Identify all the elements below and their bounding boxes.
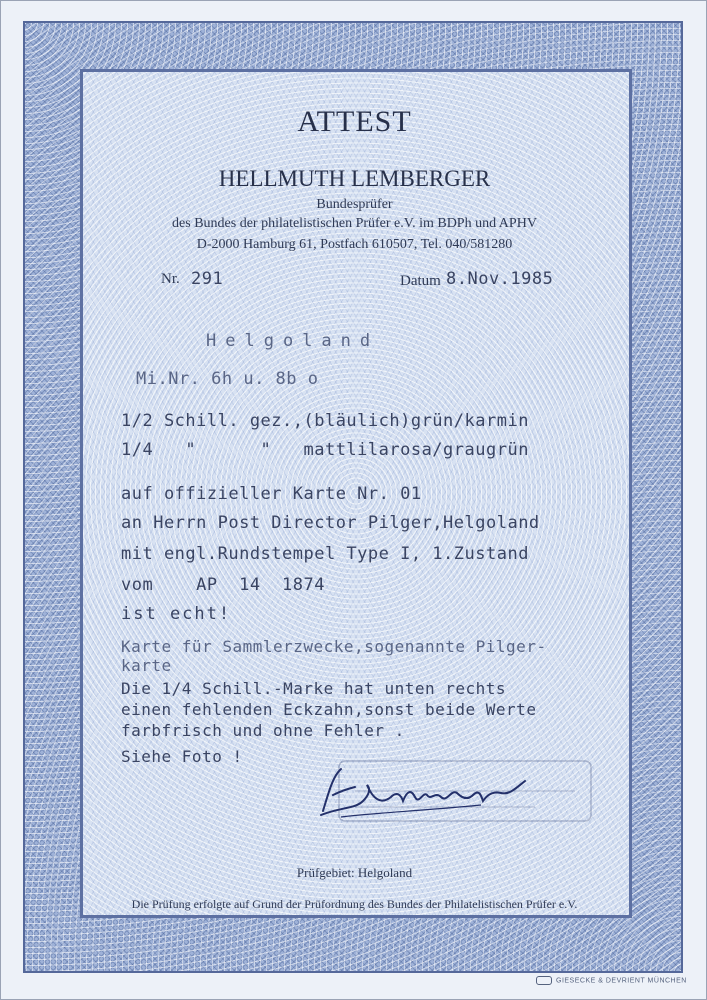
body-line-11: einen fehlenden Eckzahn,sonst beide Werte <box>121 700 537 719</box>
examiner-address: D-2000 Hamburg 61, Postfach 610507, Tel. 040/581280 <box>196 237 513 252</box>
nr-value: 291 <box>191 269 224 289</box>
certificate-title: ATTEST <box>297 105 412 138</box>
stamp-line-1: 1/2 Schill. gez.,(bläulich)grün/karmin <box>121 411 529 431</box>
datum-value: 8.Nov.1985 <box>446 269 554 289</box>
examiner-signature <box>311 761 541 821</box>
body-line-6: vom AP 14 1874 <box>121 575 325 595</box>
body-line-3: auf offizieller Karte Nr. 01 <box>121 484 422 504</box>
printer-imprint <box>536 976 687 985</box>
body-line-4: an Herrn Post Director Pilger,Helgoland <box>121 513 540 533</box>
body-line-9: karte <box>121 656 172 675</box>
certification-note: Die Prüfung erfolgte auf Grund der Prüfordnung des Bundes der Philatelistischen Prüfer e.V. <box>131 897 578 911</box>
area-heading: Helgoland <box>206 331 380 351</box>
examiner-association: des Bundes der philatelistischen Prüfer e.V. im BDPh und APHV <box>172 216 537 231</box>
nr-label: Nr. <box>161 271 180 287</box>
printer-name: GIESECKE & DEVRIENT MÜNCHEN <box>556 977 687 985</box>
catalog-number: Mi.Nr. 6h u. 8b o <box>136 369 319 389</box>
examiner-role: Bundesprüfer <box>316 197 393 212</box>
body-line-5: mit engl.Rundstempel Type I, 1.Zustand <box>121 544 529 564</box>
datum-label: Datum <box>400 273 441 289</box>
body-line-13: Siehe Foto ! <box>121 747 243 766</box>
body-line-10: Die 1/4 Schill.-Marke hat unten rechts <box>121 679 507 698</box>
examiner-name: HELLMUTH LEMBERGER <box>218 166 491 191</box>
body-line-12: farbfrisch und ohne Fehler . <box>121 721 405 740</box>
body-line-7: ist echt! <box>121 604 232 624</box>
body-line-8: Karte für Sammlerzwecke,sogenannte Pilger- <box>121 637 547 656</box>
printer-logo-icon <box>536 976 552 985</box>
pruefgebiet: Prüfgebiet: Helgoland <box>296 865 413 880</box>
stamp-line-2: 1/4 " " mattlilarosa/graugrün <box>121 440 529 460</box>
